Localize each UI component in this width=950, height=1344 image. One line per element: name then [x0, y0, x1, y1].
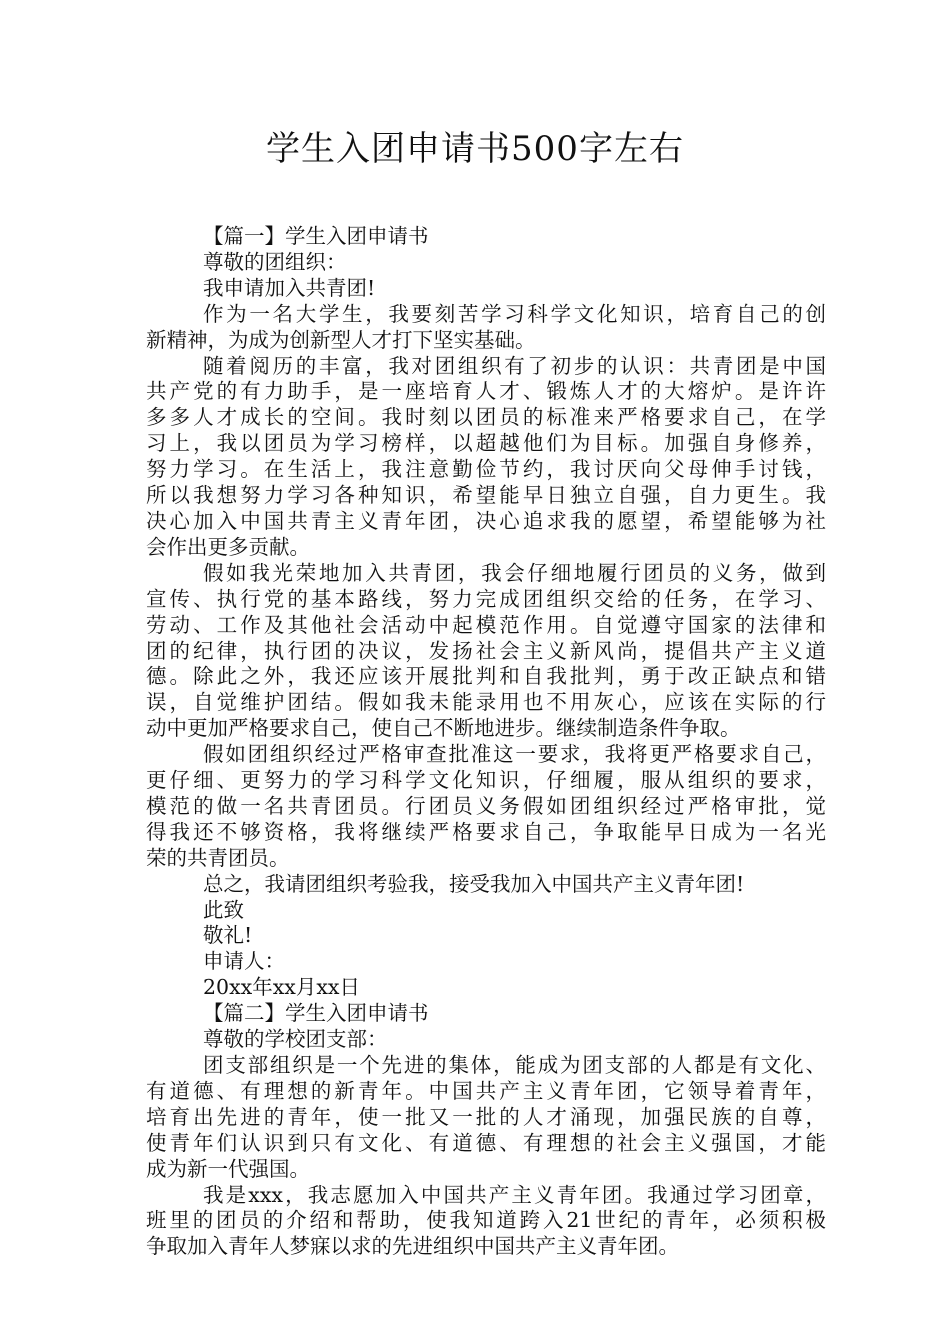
paragraph-line: 更仔细、更努力的学习科学文化知识，仔细履，服从组织的要求， [146, 768, 826, 793]
salutation-1: 尊敬的团组织： [203, 249, 347, 274]
paragraph-line: 随着阅历的丰富，我对团组织有了初步的认识：共青团是中国 [203, 353, 826, 378]
section-heading-1: 【篇一】学生入团申请书 [203, 224, 429, 248]
paragraph-line: 争取加入青年人梦寐以求的先进组织中国共产主义青年团。 [146, 1234, 679, 1259]
paragraph-line: 假如团组织经过严格审查批准这一要求，我将更严格要求自己， [203, 742, 826, 767]
closing-jingli: 敬礼! [203, 923, 253, 948]
paragraph-line: 误，自觉维护团结。假如我未能录用也不用灰心，应该在实际的行 [146, 690, 826, 715]
section-heading-2: 【篇二】学生入团申请书 [203, 1001, 429, 1026]
paragraph-3 [146, 561, 826, 742]
paragraph-line: 劳动、工作及其他社会活动中起模范作用。自觉遵守国家的法律和 [146, 612, 826, 637]
applicant-label: 申请人： [203, 949, 285, 974]
paragraph-line: 德。除此之外，我还应该开展批判和自我批判，勇于改正缺点和错 [146, 664, 826, 689]
paragraph-line: 培育出先进的青年，使一批又一批的人才涌现，加强民族的自尊， [146, 1104, 826, 1129]
paragraph-line: 会作出更多贡献。 [146, 534, 310, 559]
paragraph-5 [146, 1053, 826, 1183]
paragraph-line: 作为一名大学生，我要刻苦学习科学文化知识，培育自己的创 [203, 301, 826, 326]
paragraph-line: 模范的做一名共青团员。行团员义务假如团组织经过严格审批，觉 [146, 793, 826, 818]
paragraph-line: 习上，我以团员为学习榜样，以超越他们为目标。加强自身修养， [146, 431, 826, 456]
paragraph-line: 成为新一代强国。 [146, 1156, 310, 1181]
paragraph-line: 有道德、有理想的新青年。中国共产主义青年团，它领导着青年， [146, 1078, 826, 1103]
paragraph-line: 动中更加严格要求自己，使自己不断地进步。继续制造条件争取。 [146, 716, 741, 741]
paragraph-line: 我是xxx，我志愿加入中国共产主义青年团。我通过学习团章， [203, 1182, 826, 1207]
paragraph-line: 团的纪律，执行团的决议，发扬社会主义新风尚，提倡共产主义道 [146, 638, 826, 663]
paragraph-line: 共产党的有力助手，是一座培育人才、锻炼人才的大熔炉。是许许 [146, 379, 826, 404]
paragraph-line: 假如我光荣地加入共青团，我会仔细地履行团员的义务，做到 [203, 560, 826, 585]
conclusion: 总之，我请团组织考验我，接受我加入中国共产主义青年团! [203, 871, 745, 896]
paragraph-line: 新精神，为成为创新型人才打下坚实基础。 [146, 327, 536, 352]
document-body [146, 224, 826, 1260]
paragraph-2 [146, 354, 826, 561]
closing-cizhi: 此致 [203, 897, 244, 922]
paragraph-line: 团支部组织是一个先进的集体，能成为团支部的人都是有文化、 [203, 1053, 826, 1077]
paragraph-line: 得我还不够资格，我将继续严格要求自己，争取能早日成为一名光 [146, 819, 826, 844]
paragraph-6 [146, 1183, 826, 1261]
paragraph-line: 荣的共青团员。 [146, 845, 290, 870]
paragraph-line: 宣传、执行党的基本路线，努力完成团组织交给的任务，在学习、 [146, 586, 826, 611]
paragraph-1 [146, 302, 826, 354]
paragraph-line: 使青年们认识到只有文化、有道德、有理想的社会主义强国，才能 [146, 1130, 826, 1155]
page-title: 学生入团申请书500字左右 [266, 129, 684, 169]
paragraph-line: 多多人才成长的空间。我时刻以团员的标准来严格要求自己，在学 [146, 405, 826, 430]
paragraph-line: 决心加入中国共青主义青年团，决心追求我的愿望，希望能够为社 [146, 508, 826, 533]
paragraph-line: 所以我想努力学习各种知识，希望能早日独立自强，自力更生。我 [146, 483, 826, 508]
application-statement: 我申请加入共青团! [203, 275, 376, 300]
paragraph-line: 班里的团员的介绍和帮助，使我知道跨入21世纪的青年，必须积极 [146, 1208, 826, 1233]
paragraph-line: 努力学习。在生活上，我注意勤俭节约，我讨厌向父母伸手讨钱， [146, 457, 826, 482]
date: 20xx年xx月xx日 [203, 975, 360, 1000]
paragraph-4 [146, 742, 826, 872]
salutation-2: 尊敬的学校团支部： [203, 1027, 388, 1052]
